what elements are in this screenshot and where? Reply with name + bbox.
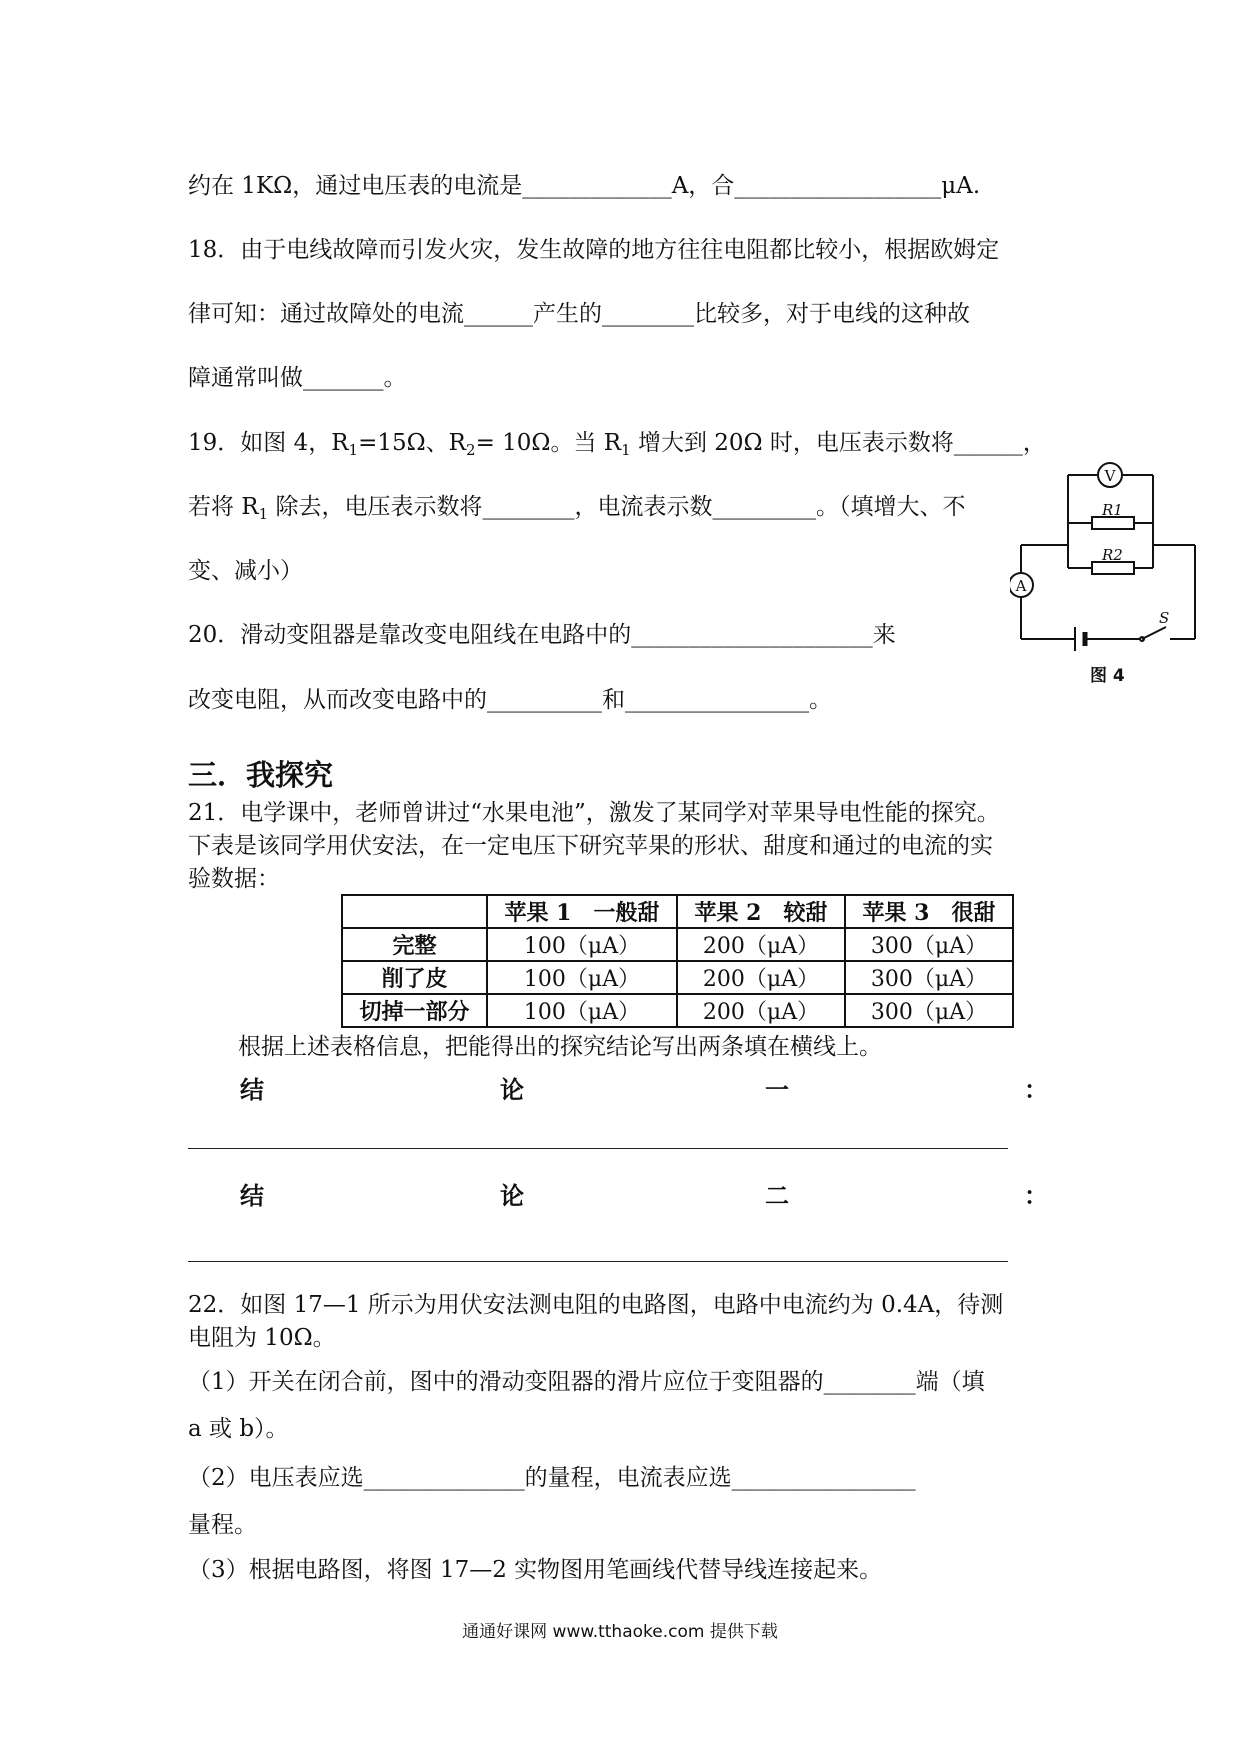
subscript-1: 1 xyxy=(348,441,359,459)
table-cell: 200（μA） xyxy=(677,928,845,961)
q21-instruction: 根据上述表格信息，把能得出的探究结论写出两条填在横线上。 xyxy=(238,1034,882,1060)
q19-line-3: 变、减小） xyxy=(188,558,303,584)
subscript-1: 1 xyxy=(621,441,631,459)
conclusion-2-char: 结 xyxy=(240,1181,264,1210)
table-header-row xyxy=(342,895,1013,928)
r2-label: R2 xyxy=(1102,546,1123,564)
circuit-diagram xyxy=(1010,455,1210,655)
q22-para-1: 22．如图 17—1 所示为用伏安法测电阻的电路图，电路中电流约为 0.4A，待测 xyxy=(188,1292,1004,1318)
table-cell: 300（μA） xyxy=(845,961,1013,994)
table-row xyxy=(342,961,1013,994)
q20-line-1: 20．滑动变阻器是靠改变电阻线在电路中的_____________________来 xyxy=(188,622,896,648)
conclusion-2-char: 二 xyxy=(765,1181,789,1210)
table-row xyxy=(342,994,1013,1027)
conclusion-1-char: 一 xyxy=(765,1075,789,1104)
q21-para-3: 验数据： xyxy=(188,866,280,892)
table-cell: 切掉一部分 xyxy=(342,994,487,1027)
answer-line-1 xyxy=(188,1148,1008,1149)
section-3-title: 三．我探究 xyxy=(188,758,334,792)
table-cell: 100（μA） xyxy=(487,994,677,1027)
subscript-2: 2 xyxy=(466,441,476,459)
q22-sub-2-line-1: （2）电压表应选______________的量程，电流表应选________________ xyxy=(188,1465,916,1491)
apple-data-table xyxy=(341,894,1014,1028)
table-cell: 200（μA） xyxy=(677,994,845,1027)
q19-line-2 xyxy=(188,492,966,529)
q19-text-f: 除去，电压表示数将________，电流表示数_________。（填增大、不 xyxy=(268,494,966,520)
table-cell: 100（μA） xyxy=(487,928,677,961)
table-cell: 100（μA） xyxy=(487,961,677,994)
table-cell: 削了皮 xyxy=(342,961,487,994)
q19-text-e: 若将 R xyxy=(188,494,259,520)
subscript-1: 1 xyxy=(258,505,269,523)
conclusion-2-char: 论 xyxy=(500,1181,524,1210)
q20-line-2: 改变电阻，从而改变电路中的__________和________________。 xyxy=(188,687,832,713)
answer-line-2 xyxy=(188,1261,1008,1262)
q22-sub-1-line-2: a 或 b）。 xyxy=(188,1416,289,1442)
table-header-cell: 苹果 3 很甜 xyxy=(845,895,1013,928)
page-footer: 通通好课网 www.tthaoke.com 提供下载 xyxy=(462,1622,778,1642)
conclusion-2-char: ： xyxy=(1024,1181,1048,1210)
q18-line-3: 障通常叫做_______。 xyxy=(188,365,407,391)
table-cell: 200（μA） xyxy=(677,961,845,994)
q19-text-c: = 10Ω。当 R xyxy=(475,430,622,456)
conclusion-1-char: 结 xyxy=(240,1075,264,1104)
table-header-cell: 苹果 2 较甜 xyxy=(677,895,845,928)
r1-label: R1 xyxy=(1102,501,1123,519)
q19-text-b: =15Ω、R xyxy=(358,430,467,456)
table-cell: 完整 xyxy=(342,928,487,961)
q22-sub-1-line-1: （1）开关在闭合前，图中的滑动变阻器的滑片应位于变阻器的________端（填 xyxy=(188,1369,985,1395)
table-row xyxy=(342,928,1013,961)
table-cell: 300（μA） xyxy=(845,994,1013,1027)
voltmeter-label: V xyxy=(1104,467,1116,485)
q19-text-a: 19．如图 4，R xyxy=(188,430,349,456)
table-header-cell: 苹果 1 一般甜 xyxy=(487,895,677,928)
q21-para-1: 21．电学课中，老师曾讲过“水果电池”，激发了某同学对苹果导电性能的探究。 xyxy=(188,800,1000,826)
figure-4-caption: 图 4 xyxy=(1090,666,1125,686)
table-header-cell xyxy=(342,895,487,928)
table-cell: 300（μA） xyxy=(845,928,1013,961)
conclusion-1-char: 论 xyxy=(500,1075,524,1104)
q18-line-1: 18．由于电线故障而引发火灾，发生故障的地方往往电阻都比较小，根据欧姆定 xyxy=(188,237,1000,263)
q22-sub-2-line-2: 量程。 xyxy=(188,1512,257,1538)
q22-sub-3: （3）根据电路图，将图 17—2 实物图用笔画线代替导线连接起来。 xyxy=(188,1557,883,1583)
conclusion-1-char: ： xyxy=(1024,1075,1048,1104)
q19-text-d: 增大到 20Ω 时，电压表示数将______， xyxy=(630,430,1046,456)
q17-line: 约在 1KΩ，通过电压表的电流是_____________A，合__________________μA. xyxy=(188,173,981,199)
q22-para-2: 电阻为 10Ω。 xyxy=(188,1325,336,1351)
q19-line-1 xyxy=(188,428,1046,465)
q21-para-2: 下表是该同学用伏安法，在一定电压下研究苹果的形状、甜度和通过的电流的实 xyxy=(188,833,993,859)
switch-label: S xyxy=(1159,609,1170,627)
q18-line-2: 律可知：通过故障处的电流______产生的________比较多，对于电线的这种故 xyxy=(188,301,970,327)
ammeter-label: A xyxy=(1015,577,1027,595)
